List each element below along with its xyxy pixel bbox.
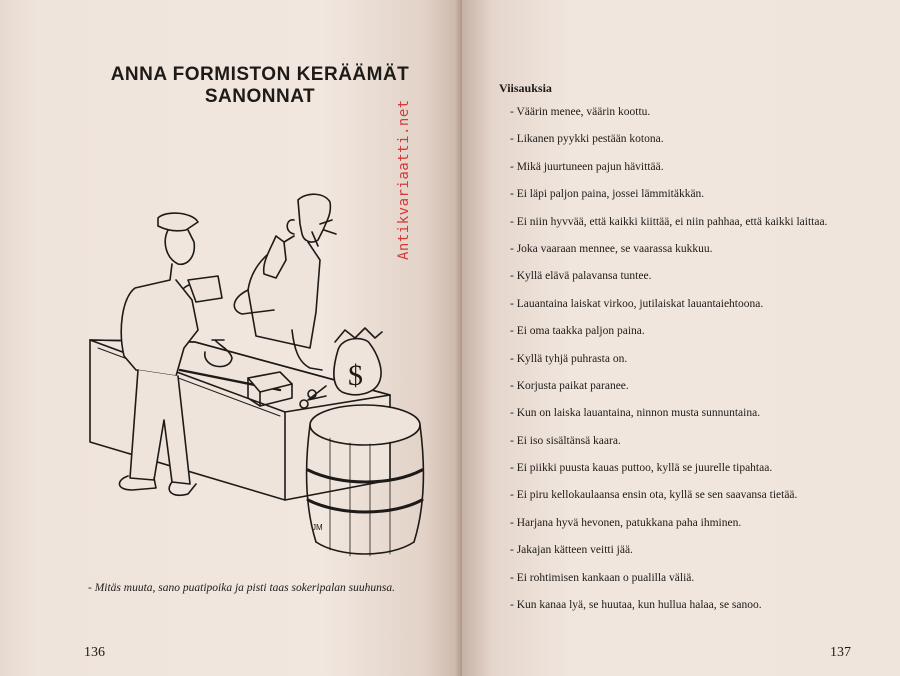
- page-number-right: 137: [830, 645, 851, 660]
- saying-item: - Kun kanaa lyä, se huutaa, kun hullua halaa, se sanoo.: [510, 599, 762, 612]
- title-line-2: SANONNAT: [204, 86, 316, 107]
- saying-item: - Lauantaina laiskat virkoo, jutilaiskat lauantaiehtoona.: [510, 297, 764, 310]
- saying-item: - Likanen pyykki pestään kotona.: [510, 133, 664, 146]
- saying-item: - Joka vaaraan mennee, se vaarassa kukkuu.: [510, 242, 713, 255]
- saying-item: - Ei oma taakka paljon paina.: [510, 325, 645, 338]
- watermark: Antikvariaatti.net: [396, 99, 412, 260]
- sayings-list: [510, 105, 827, 625]
- saying-item: - Mikä juurtuneen pajun hävittää.: [510, 160, 664, 173]
- saying-item: - Ei piru kellokaulaansa ensin ota, kyllä se sen saavansa tietää.: [510, 489, 798, 502]
- saying-item: - Väärin menee, väärin koottu.: [510, 106, 651, 118]
- right-page: [462, 0, 900, 676]
- saying-item: - Kyllä tyhjä puhrasta on.: [510, 352, 628, 365]
- saying-item: - Kun on laiska lauantaina, ninnon musta sunnuntaina.: [510, 407, 761, 420]
- saying-item: - Ei iso sisältänsä kaara.: [510, 434, 621, 447]
- section-heading: Viisauksia: [499, 81, 552, 95]
- artist-initials: JM: [312, 523, 323, 532]
- saying-item: - Korjusta paikat paranee.: [510, 379, 629, 392]
- sack-symbol: $: [348, 359, 363, 392]
- saying-item: - Jakajan kätteen veitti jää.: [510, 544, 633, 557]
- illustration-caption: - Mitäs muuta, sano puatipoika ja pisti taas sokeripalan suuhunsa.: [88, 582, 395, 594]
- shop-counter-cartoon-illustration: [80, 180, 440, 560]
- saying-item: - Ei rohtimisen kankaan o pualilla väliä.: [510, 571, 695, 584]
- page-title: [90, 64, 430, 108]
- saying-item: - Ei niin hyvvää, että kaikki kiittää, ei niin pahhaa, että kaikki laittaa.: [510, 215, 828, 228]
- saying-item: - Ei piikki puusta kauas puttoo, kyllä se juurelle tipahtaa.: [510, 462, 773, 475]
- title-line-1: ANNA FORMISTON KERÄÄMÄT: [110, 64, 410, 85]
- saying-item: - Harjana hyvä hevonen, patukkana paha ihminen.: [510, 516, 742, 529]
- saying-item: - Kyllä elävä palavansa tuntee.: [510, 270, 652, 283]
- saying-item: - Ei läpi paljon paina, jossei lämmitäkkän.: [510, 188, 705, 201]
- page-number-left: 136: [84, 645, 105, 660]
